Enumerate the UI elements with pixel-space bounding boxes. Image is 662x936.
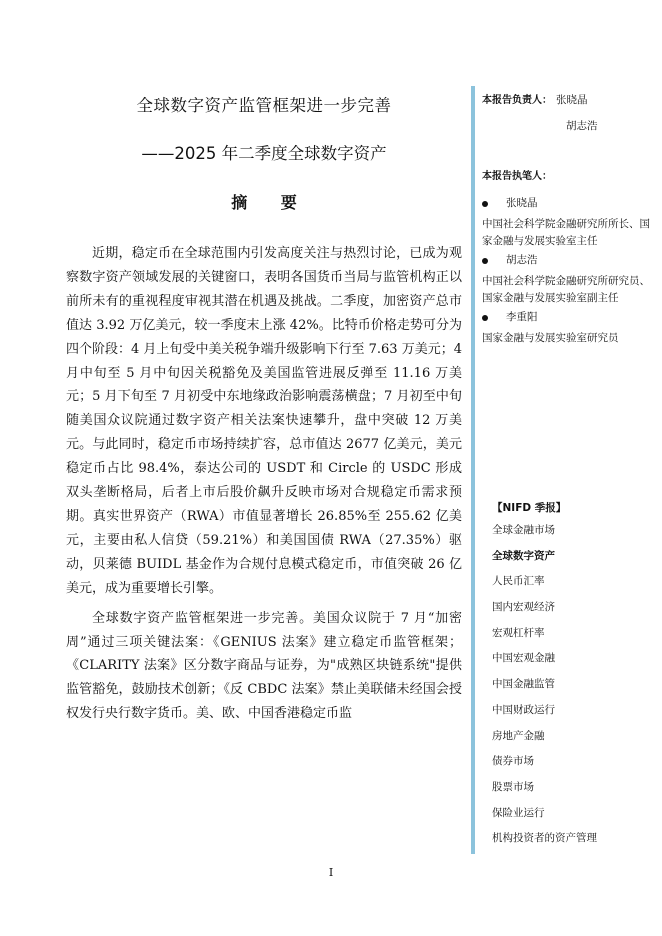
responsible-block <box>482 92 650 135</box>
author-3-title: 国家金融与发展实验室研究员 <box>482 332 619 344</box>
author-1-title: 中国社会科学院金融研究所所长、国家金融与发展实验室主任 <box>482 218 650 247</box>
nav-item-active[interactable]: 全球数字资产 <box>492 549 555 562</box>
bullet-icon <box>482 258 488 264</box>
page-number: I <box>328 866 334 879</box>
nav-item[interactable]: 宏观杠杆率 <box>492 626 545 639</box>
nav-item[interactable]: 机构投资者的资产管理 <box>492 832 597 845</box>
author-2: 胡志浩 <box>482 252 650 269</box>
paragraph-1: 近期，稳定币在全球范围内引发高度关注与热烈讨论，已成为观察数字资产领域发展的关键窗口，表明各国货币当局与监管机构正以前所未有的重视程度审视其潜在机遇及挑战。二季度，加密资产总市值达 3.92 万亿美元，较一季度末上涨 42%。比特币价格走势可分为四个阶段：4 月上旬受中美关税争端升级影响下行至 7.63 万美元；4 月中旬至 5 月中旬因关税豁免及美国监管进展反弹至 11.16 万美元；5 月下旬至 7 月初受中东地缘政治影响震荡横盘；7 月初至中旬随美国众议院通过数字资产相关法案快速攀升，盘中突破 12 万美元。与此同时，稳定币市场持续扩容，总市值达 2677 亿美元，美元稳定币占比 98.4%，泰达公司的 USDT 和 Circle 的 USDC 形成双头垄断格局，后者上市后股价飙升反映市场对合规稳定币需求预期。真实世界资产（RWA）市值显著增长 26.85%至 255.62 亿美元，主要由私人信贷（59.21%）和美国国债 RWA（27.35%）驱动，贝莱德 BUIDL 基金作为合规付息模式稳定币，市值突破 26 亿美元，成为重要增长引擎。 <box>66 246 462 596</box>
sidebar-divider <box>471 86 475 854</box>
nav-item[interactable]: 中国财政运行 <box>492 703 555 716</box>
abstract-body <box>66 242 462 732</box>
paragraph-2: 全球数字资产监管框架进一步完善。美国众议院于 7 月“加密周”通过三项关键法案：《GENIUS 法案》建立稳定币监管框架；《CLARITY 法案》区分数字商品与证券，为"成熟区块链系统"提供监管豁免，鼓励技术创新；《反 CBDC 法案》禁止美联储未经国会授权发行央行数字货币。美、欧、中国香港稳定币监 <box>66 610 462 722</box>
nav-item[interactable]: 保险业运行 <box>492 806 545 819</box>
author-3: 李重阳 <box>482 309 650 326</box>
nav-item[interactable]: 股票市场 <box>492 780 534 793</box>
abstract-heading: 摘 要 <box>231 193 311 212</box>
report-title: 全球数字资产监管框架进一步完善 <box>136 96 392 115</box>
nifd-nav-title: 【NIFD 季报】 <box>492 502 567 514</box>
bullet-icon <box>482 315 488 321</box>
report-subtitle: ——2025 年二季度全球数字资产 <box>141 144 387 163</box>
nav-item[interactable]: 债券市场 <box>492 755 534 768</box>
author-2-title: 中国社会科学院金融研究所研究员、国家金融与发展实验室副主任 <box>482 275 650 304</box>
bullet-icon <box>482 201 488 207</box>
responsible-label: 本报告负责人： <box>482 95 552 106</box>
authors-block <box>482 168 650 347</box>
nav-item[interactable]: 国内宏观经济 <box>492 601 555 614</box>
nav-item[interactable]: 中国宏观金融 <box>492 652 555 665</box>
nifd-nav-list <box>492 522 652 856</box>
author-1: 张晓晶 <box>482 195 650 212</box>
nav-item[interactable]: 房地产金融 <box>492 729 545 742</box>
nav-item[interactable]: 全球金融市场 <box>492 524 555 536</box>
nav-item[interactable]: 人民币汇率 <box>492 575 545 588</box>
responsible-name-2: 胡志浩 <box>566 120 598 132</box>
responsible-name-1: 张晓晶 <box>556 94 588 106</box>
authors-label: 本报告执笔人： <box>482 171 552 182</box>
nav-item[interactable]: 中国金融监管 <box>492 678 555 691</box>
